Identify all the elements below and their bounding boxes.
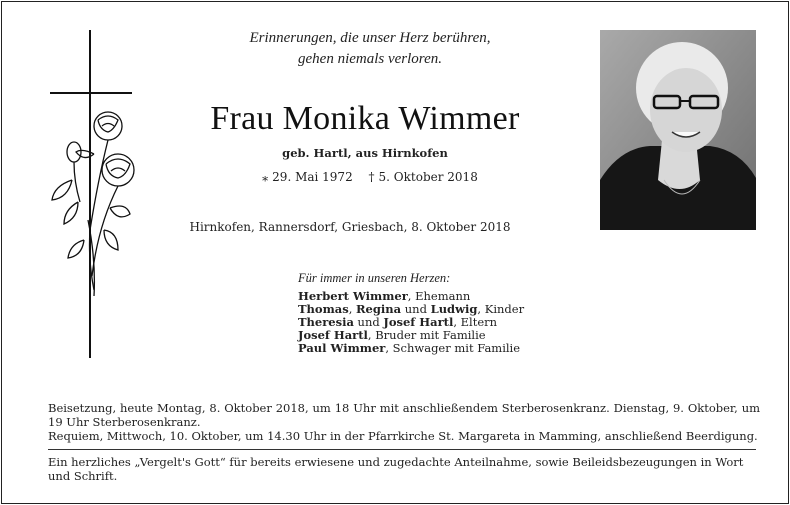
requiem-text: Requiem, Mittwoch, 10. Oktober, um 14.30 Uhr in der Pfarrkirche St. Margareta in Mamming, anschließend Beerdigung. [48,429,758,443]
mourner-relation: , Eltern [453,315,498,329]
mourner-name: Josef Hartl [298,328,368,342]
deceased-name: Frau Monika Wimmer [210,100,520,137]
quote-line-2: gehen niemals verloren. [298,51,442,67]
mourner-name: Ludwig [430,302,478,316]
mourner-name: Regina [356,302,402,316]
mourner-name: Josef Hartl [383,315,454,329]
death-date: † 5. Oktober 2018 [368,170,478,184]
mourner-relation: und [401,302,431,316]
life-dates [230,170,510,184]
thanks-text: Ein herzliches „Vergelt's Gott“ für bereits erwiesene und zugedachte Anteilnahme, sowie Beileidsbezeugungen in Wort und Schrift. [48,455,744,483]
cross-with-roses-illustration [48,30,138,360]
places-and-date: Hirnkofen, Rannersdorf, Griesbach, 8. Oktober 2018 [189,220,511,234]
mourner-relation: , Bruder mit Familie [367,328,486,342]
birth-date: ⁎ 29. Mai 1972 [262,170,353,184]
mourner-relation: und [353,315,384,329]
portrait-image [600,30,756,230]
mourner-relation: , [348,302,356,316]
maiden-name: geb. Hartl, aus Hirnkofen [282,146,448,160]
death-symbol: † [368,170,375,184]
mourner-relation: , Schwager mit Familie [385,341,521,355]
mourner-name: Theresia [298,315,354,329]
birth-symbol: ⁎ [262,170,269,184]
mourner-name: Thomas [298,302,349,316]
mourner-name: Herbert Wimmer [298,289,408,303]
mourner-relation: , Ehemann [407,289,471,303]
mourner-line [298,342,598,355]
burial-text: Beisetzung, heute Montag, 8. Oktober 2018, um 18 Uhr mit anschließendem Sterberosenkranz. Dienstag, 9. Oktober, um 19 Uhr Sterberosenkranz. [48,401,760,429]
service-details [48,401,760,443]
mourner-lines [298,290,598,355]
mourner-relation: , Kinder [477,302,525,316]
mourner-name: Paul Wimmer [298,341,386,355]
divider-line [48,449,756,450]
mourners-list [298,272,598,355]
portrait-photo [600,30,756,230]
quote [170,28,570,70]
quote-line-1: Erinnerungen, die unser Herz berühren, [249,30,491,46]
mourners-intro: Für immer in unseren Herzen: [298,271,451,285]
